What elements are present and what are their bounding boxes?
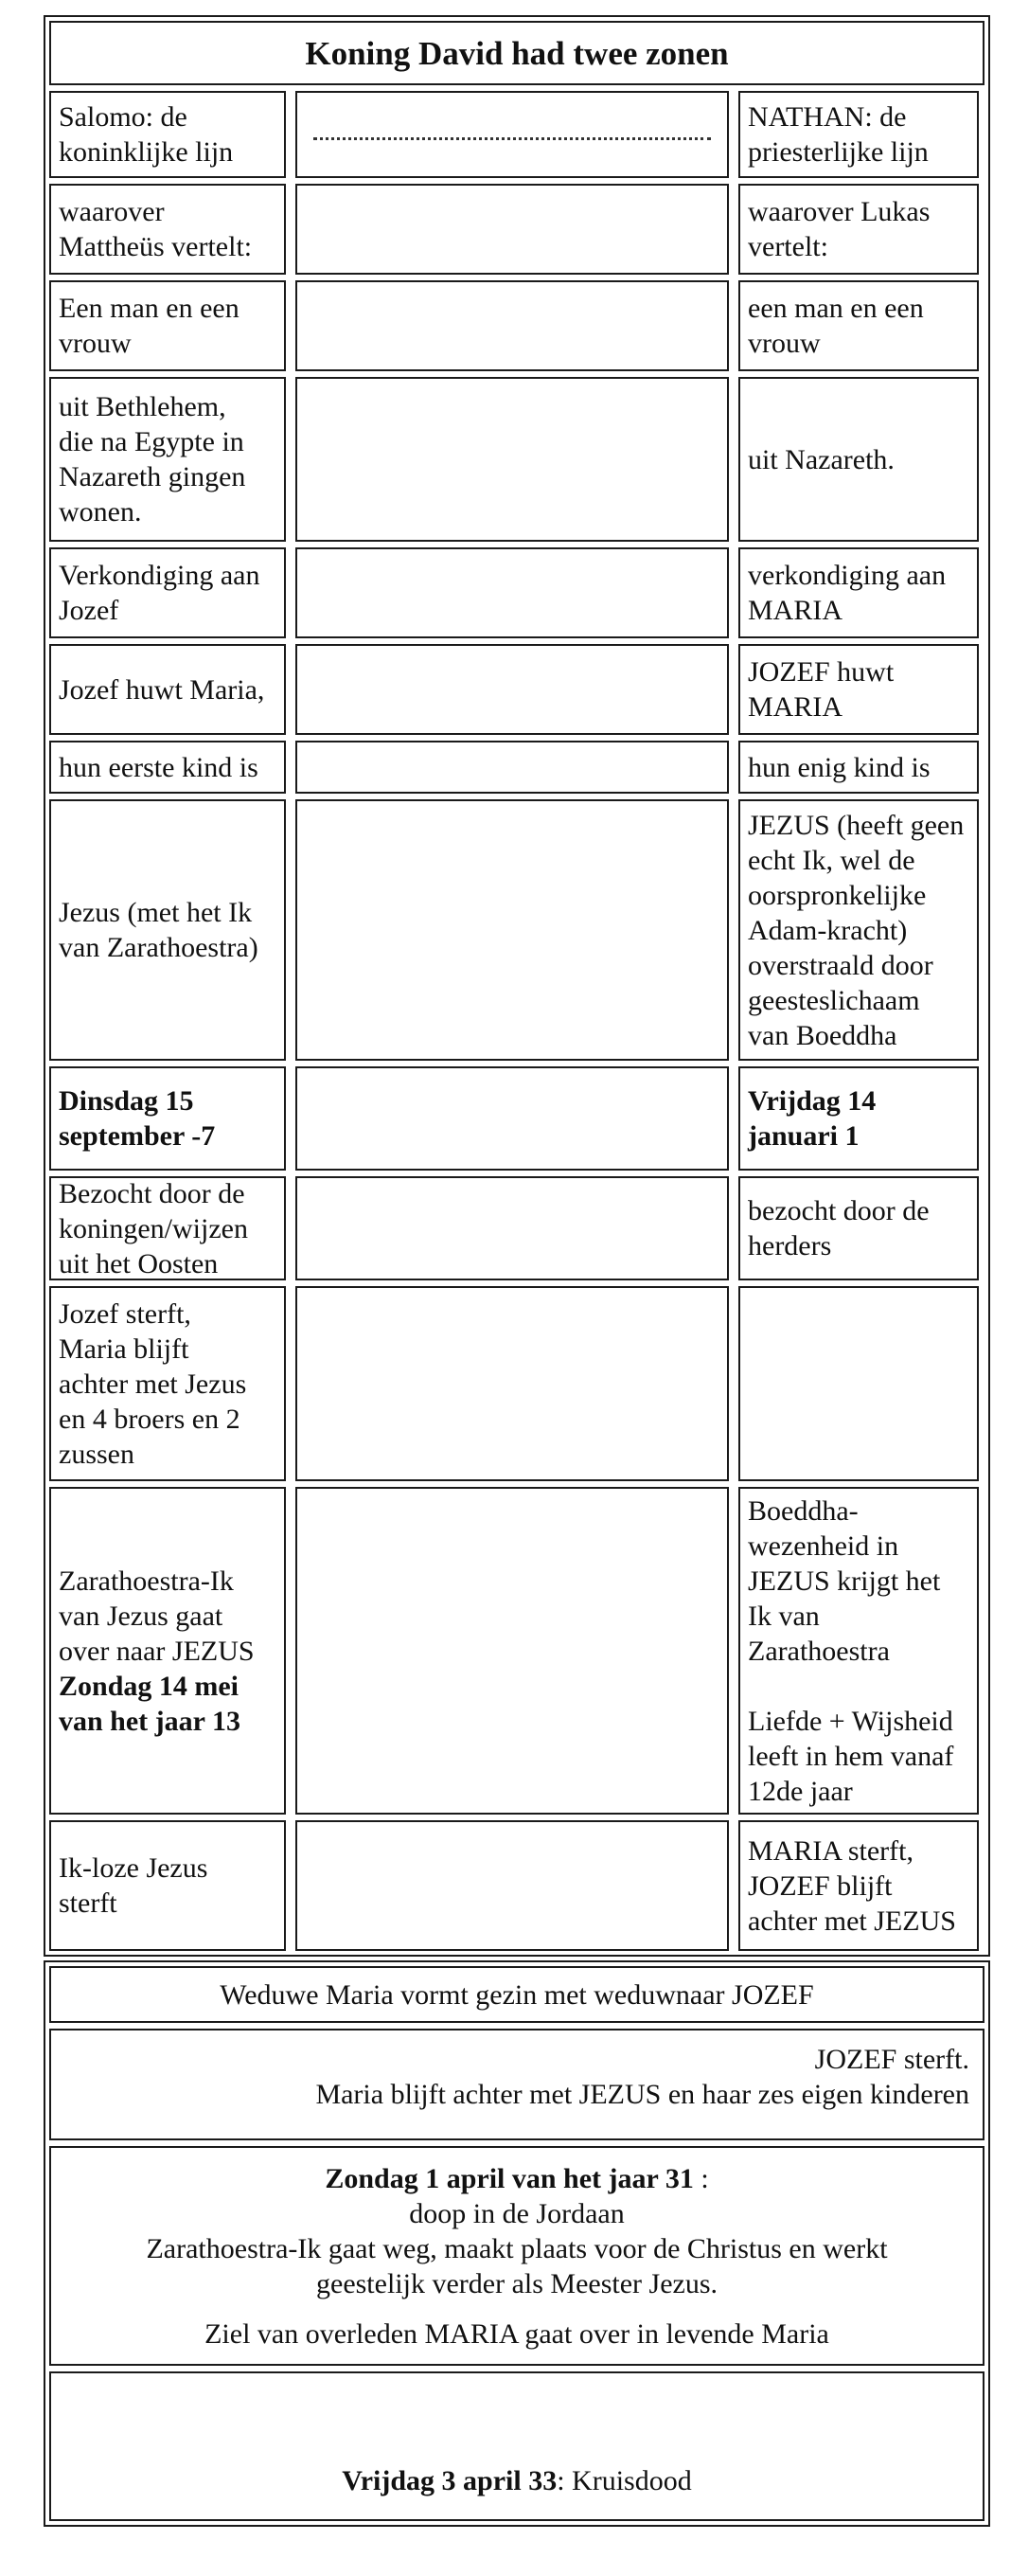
right-cell-text: JEZUS (heeft geen echt Ik, wel de oorspronkelijke Adam-kracht) overstraald door geesteslichaam van Boeddha — [748, 809, 965, 1051]
table-row — [49, 184, 984, 275]
left-cell-text: Een man en een vrouw — [59, 293, 239, 359]
left-cell — [49, 184, 286, 275]
bottom-row-crucifixion — [49, 2371, 984, 2521]
left-cell — [49, 377, 286, 542]
right-cell-text: NATHAN: de priesterlijke lijn — [748, 101, 929, 168]
right-cell-text: hun enig kind is — [748, 751, 931, 783]
bottom-row-family — [49, 1966, 984, 2023]
left-cell-content — [59, 1176, 248, 1281]
baptism-description: Zarathoestra-Ik gaat weg, maakt plaats voor de Christus en werkt geestelijk verder als Meester Jezus. — [146, 2233, 888, 2299]
table-row — [49, 1176, 984, 1280]
left-cell-text: Verkondiging aan Jozef — [59, 560, 260, 626]
right-cell-text: Vrijdag 14 januari 1 — [748, 1085, 877, 1152]
table-row — [49, 91, 984, 178]
left-cell-text: Dinsdag 15 september -7 — [59, 1085, 216, 1152]
crucifixion-text: : Kruisdood — [557, 2465, 692, 2496]
left-cell-bold-text: Zondag 14 mei van het jaar 13 — [59, 1670, 240, 1737]
table-row — [49, 1066, 984, 1171]
crucifixion-date: Vrijdag 3 april 33 — [342, 2465, 558, 2496]
page-title: Koning David had twee zonen — [49, 21, 984, 85]
middle-cell — [295, 1286, 729, 1481]
right-cell-text: uit Nazareth. — [748, 443, 895, 475]
right-cell-content — [748, 99, 929, 170]
right-cell — [738, 1286, 979, 1481]
baptism-date: Zondag 1 april van het jaar 31 — [325, 2163, 694, 2194]
table-row — [49, 1487, 984, 1815]
right-cell-content — [748, 808, 964, 1053]
middle-cell — [295, 184, 729, 275]
right-cell-content — [748, 1193, 930, 1263]
right-cell-content — [748, 750, 931, 785]
baptism-place: doop in de Jordaan — [409, 2198, 625, 2229]
left-cell-text: Bezocht door de koningen/wijzen uit het Oosten — [59, 1177, 248, 1279]
bottom-text-jozef-dies: JOZEF sterft. — [814, 2044, 969, 2075]
right-cell — [738, 91, 979, 178]
right-cell-text: verkondiging aan MARIA — [748, 560, 947, 626]
left-cell-text: Ik-loze Jezus sterft — [59, 1852, 208, 1919]
dotted-line — [313, 137, 711, 140]
right-cell — [738, 280, 979, 371]
left-cell — [49, 741, 286, 794]
left-cell-text: Salomo: de koninklijke lijn — [59, 101, 234, 168]
right-cell-text: bezocht door de herders — [748, 1195, 930, 1261]
left-cell-content — [59, 1297, 246, 1472]
middle-cell — [295, 280, 729, 371]
right-cell-text: JOZEF huwt MARIA — [748, 656, 895, 723]
table-row — [49, 377, 984, 542]
right-cell-extra-text: Liefde + Wijsheid leeft in hem vanaf 12de jaar — [748, 1705, 954, 1807]
left-cell — [49, 1176, 286, 1280]
baptism-colon: : — [693, 2163, 709, 2194]
left-cell-text: Zarathoestra-Ik van Jezus gaat over naar JEZUS — [59, 1565, 255, 1667]
right-cell — [738, 1176, 979, 1280]
middle-cell — [295, 1820, 729, 1951]
left-cell-content — [59, 194, 252, 264]
table-row — [49, 644, 984, 735]
middle-cell — [295, 799, 729, 1061]
right-cell — [738, 644, 979, 735]
left-cell — [49, 644, 286, 735]
middle-cell — [295, 1176, 729, 1280]
left-cell — [49, 1286, 286, 1481]
middle-cell — [295, 1487, 729, 1815]
table-row — [49, 1286, 984, 1481]
right-cell — [738, 184, 979, 275]
left-cell — [49, 1066, 286, 1171]
left-cell-content — [59, 1083, 215, 1154]
left-cell-text: Jezus (met het Ik van Zarathoestra) — [59, 897, 258, 963]
middle-cell — [295, 547, 729, 638]
middle-cell — [295, 1066, 729, 1171]
left-cell — [49, 280, 286, 371]
bottom-frame — [44, 1960, 990, 2527]
right-cell-content — [748, 654, 894, 724]
bottom-text-family: Weduwe Maria vormt gezin met weduwnaar JOZEF — [220, 1978, 814, 2011]
left-cell-content — [59, 99, 233, 170]
right-cell — [738, 1820, 979, 1951]
right-cell-text: waarover Lukas vertelt: — [748, 196, 931, 262]
right-cell-content — [748, 1494, 953, 1809]
right-cell-content — [748, 291, 924, 361]
right-cell — [738, 1487, 979, 1815]
left-cell-text: waarover Mattheüs vertelt: — [59, 196, 253, 262]
left-cell-content — [59, 558, 259, 628]
table-row — [49, 1820, 984, 1951]
table-row — [49, 280, 984, 371]
right-cell — [738, 1066, 979, 1171]
left-cell — [49, 91, 286, 178]
table-row — [49, 547, 984, 638]
right-cell-content — [748, 1834, 956, 1939]
table-frame — [44, 15, 990, 1957]
bottom-row-baptism — [49, 2146, 984, 2366]
right-cell-text: een man en een vrouw — [748, 293, 924, 359]
left-cell-text: uit Bethlehem, die na Egypte in Nazareth gingen wonen. — [59, 391, 246, 528]
bottom-text-maria-remains: Maria blijft achter met JEZUS en haar zes eigen kinderen — [315, 2079, 969, 2110]
left-cell-content — [59, 750, 258, 785]
table-row — [49, 741, 984, 794]
left-cell — [49, 1820, 286, 1951]
left-cell-text: Jozef sterft, Maria blijft achter met Jezus en 4 broers en 2 zussen — [59, 1297, 247, 1470]
left-cell-content — [59, 291, 239, 361]
left-cell — [49, 799, 286, 1061]
left-cell — [49, 547, 286, 638]
left-cell-content — [59, 895, 258, 965]
left-cell-text: Jozef huwt Maria, — [59, 673, 265, 706]
bottom-row-jozef-dies — [49, 2029, 984, 2140]
middle-cell — [295, 644, 729, 735]
middle-cell — [295, 377, 729, 542]
middle-cell — [295, 91, 729, 178]
right-cell — [738, 377, 979, 542]
left-cell-content — [59, 672, 264, 707]
left-cell-content — [59, 1564, 255, 1739]
right-cell-content — [748, 442, 895, 477]
table-row — [49, 799, 984, 1061]
left-cell-content — [59, 1851, 207, 1921]
right-cell — [738, 799, 979, 1061]
left-cell-content — [59, 389, 245, 529]
baptism-maria-soul: Ziel van overleden MARIA gaat over in levende Maria — [204, 2318, 829, 2350]
left-cell — [49, 1487, 286, 1815]
right-cell — [738, 547, 979, 638]
right-cell-text: Boeddha- wezenheid in JEZUS krijgt het Ik van Zarathoestra — [748, 1494, 941, 1667]
comparison-rows — [49, 91, 984, 1951]
middle-cell — [295, 741, 729, 794]
right-cell-content — [748, 1083, 876, 1154]
left-cell-text: hun eerste kind is — [59, 751, 258, 783]
right-cell-content — [748, 558, 946, 628]
right-cell — [738, 741, 979, 794]
right-cell-text: MARIA sterft, JOZEF blijft achter met JEZUS — [748, 1834, 956, 1937]
right-cell-content — [748, 194, 930, 264]
document-page — [44, 15, 990, 2527]
